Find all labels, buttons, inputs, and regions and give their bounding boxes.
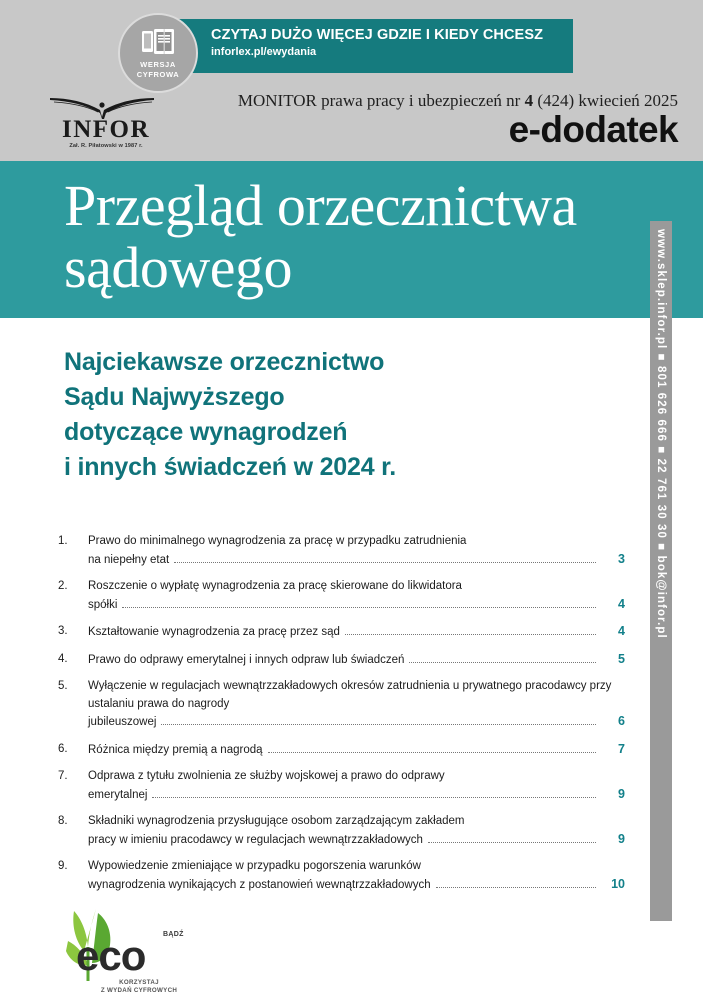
toc-entry[interactable] (58, 678, 625, 732)
subtitle-line-2: Sądu Najwyższego (64, 383, 285, 411)
toc-entry-page-number: 3 (618, 551, 625, 566)
digital-version-line1: WERSJA (140, 60, 176, 69)
toc-entry-number: 7. (58, 770, 68, 782)
toc-leader-dots (161, 724, 596, 725)
toc-leader-dots (436, 887, 596, 888)
toc-entry-body (88, 651, 625, 670)
toc-entry-number: 5. (58, 680, 68, 692)
subtitle-line-3: dotyczące wynagrodzeń (64, 418, 348, 446)
edition-label: e-dodatek (508, 109, 678, 150)
digital-version-label (137, 60, 180, 80)
promo-banner-url[interactable]: inforlex.pl/ewydania (211, 46, 317, 58)
toc-entry-body (88, 858, 625, 894)
toc-leader-dots (345, 634, 596, 635)
eco-wordmark: eco (76, 932, 146, 979)
toc-entry-body (88, 741, 625, 760)
toc-entry[interactable] (58, 533, 625, 569)
toc-entry[interactable] (58, 651, 625, 670)
toc-entry-title: Odprawa z tytułu zwolnienia ze służby wojskowej a prawo do odprawy (88, 770, 445, 782)
masthead-issue-number: 4 (524, 91, 534, 110)
tablet-book-icon (141, 28, 175, 56)
toc-entry[interactable] (58, 741, 625, 760)
eco-subtext (64, 979, 214, 995)
toc-entry-number: 6. (58, 742, 68, 755)
toc-entry-number: 4. (58, 652, 68, 665)
toc-entry-lastline (88, 623, 625, 642)
toc-entry-lastline (88, 596, 625, 615)
toc-entry-body (88, 678, 625, 732)
eco-logo (58, 903, 218, 995)
side-contact-text: www.sklep.infor.pl ■ 801 626 666 ■ 22 761 30 30 ■ bok@infor.pl (655, 229, 667, 639)
infor-tagline: Zał. R. Piłatowski w 1987 r. (69, 143, 143, 149)
toc-entry-number: 9. (58, 860, 68, 872)
table-of-contents (58, 533, 625, 903)
toc-entry-lastline (88, 551, 625, 570)
eco-badz-label: BĄDŹ (163, 931, 184, 938)
toc-entry-body (88, 813, 625, 849)
toc-entry-title-tail: Prawo do odprawy emerytalnej i innych odpraw lub świadczeń (88, 653, 405, 666)
toc-entry-title-tail: pracy w imieniu pracodawcy w regulacjach wewnątrzzakładowych (88, 833, 423, 846)
toc-entry[interactable] (58, 768, 625, 804)
toc-entry-title-tail: na niepełny etat (88, 553, 170, 566)
side-contact-bar (650, 221, 672, 921)
toc-entry-lastline (88, 713, 625, 732)
toc-entry-number: 1. (58, 535, 68, 547)
toc-entry[interactable] (58, 813, 625, 849)
masthead-prefix: MONITOR prawa pracy i ubezpieczeń nr (237, 91, 525, 110)
toc-entry-title: Składniki wynagrodzenia przysługujące osobom zarządzającym zakładem (88, 815, 465, 827)
subtitle (64, 345, 584, 485)
toc-entry-body (88, 533, 625, 569)
toc-entry-body (88, 768, 625, 804)
toc-entry-title-tail: wynagrodzenia wynikających z postanowień wewnątrzzakładowych (88, 878, 431, 891)
toc-entry-title-tail: emerytalnej (88, 788, 148, 801)
promo-banner-headline: CZYTAJ DUŻO WIĘCEJ GDZIE I KIEDY CHCESZ (211, 27, 544, 43)
toc-entry-lastline (88, 786, 625, 805)
toc-entry-body (88, 623, 625, 642)
toc-leader-dots (409, 662, 596, 663)
toc-leader-dots (174, 562, 596, 563)
subtitle-line-4: i innych świadczeń w 2024 r. (64, 453, 397, 481)
toc-entry-lastline (88, 831, 625, 850)
masthead-line (238, 91, 678, 111)
masthead-suffix: (424) kwiecień 2025 (533, 91, 678, 110)
toc-entry-title-tail: jubileuszowej (88, 716, 157, 728)
toc-entry-body (88, 578, 625, 614)
toc-leader-dots (152, 797, 596, 798)
toc-entry-page-number: 7 (618, 741, 625, 756)
digital-version-line2: CYFROWA (136, 70, 180, 79)
toc-entry-page-number: 4 (618, 624, 625, 638)
toc-entry-page-number: 5 (618, 651, 625, 666)
toc-entry-title: Roszczenie o wypłatę wynagrodzenia za pracę skierowane do likwidatora (88, 580, 462, 592)
toc-entry-title-tail: Różnica między premią a nagrodą (88, 743, 263, 756)
toc-entry-title-tail: spółki (88, 598, 118, 611)
toc-entry-number: 3. (58, 625, 68, 637)
eco-subtext-line1: KORZYSTAJ (119, 979, 159, 986)
infor-wordmark: INFOR (61, 116, 151, 143)
toc-leader-dots (268, 752, 596, 753)
page-header (0, 0, 703, 161)
promo-banner (155, 19, 573, 73)
toc-entry-title: Wyłączenie w regulacjach wewnątrzzakładowych okresów zatrudnienia u prywatnego pracodawcy przy ustalaniu prawa do nagrody (88, 680, 612, 710)
digital-version-badge (118, 13, 198, 93)
toc-entry-page-number: 4 (618, 596, 625, 611)
toc-entry[interactable] (58, 578, 625, 614)
toc-entry-lastline (88, 876, 625, 895)
subtitle-line-1: Najciekawsze orzecznictwo (64, 348, 385, 376)
toc-entry-number: 2. (58, 580, 68, 592)
page-title: Przegląd orzecznictwa sądowego (64, 173, 577, 300)
infor-logo (48, 94, 164, 149)
toc-entry-page-number: 9 (618, 786, 625, 801)
toc-entry-page-number: 10 (611, 876, 625, 891)
eco-subtext-line2: Z WYDAŃ CYFROWYCH (100, 987, 178, 994)
toc-entry-page-number: 6 (618, 714, 625, 728)
toc-entry[interactable] (58, 623, 625, 642)
toc-entry-lastline (88, 651, 625, 670)
toc-leader-dots (122, 607, 596, 608)
title-band (0, 161, 703, 318)
toc-entry-page-number: 9 (618, 831, 625, 846)
toc-entry-title: Prawo do minimalnego wynagrodzenia za pracę w przypadku zatrudnienia (88, 535, 467, 547)
toc-entry-title-tail: Kształtowanie wynagrodzenia za pracę przez sąd (88, 626, 340, 638)
toc-entry-lastline (88, 741, 625, 760)
toc-entry[interactable] (58, 858, 625, 894)
toc-leader-dots (428, 842, 596, 843)
toc-entry-number: 8. (58, 815, 68, 827)
toc-entry-title: Wypowiedzenie zmieniające w przypadku pogorszenia warunków (88, 860, 421, 872)
